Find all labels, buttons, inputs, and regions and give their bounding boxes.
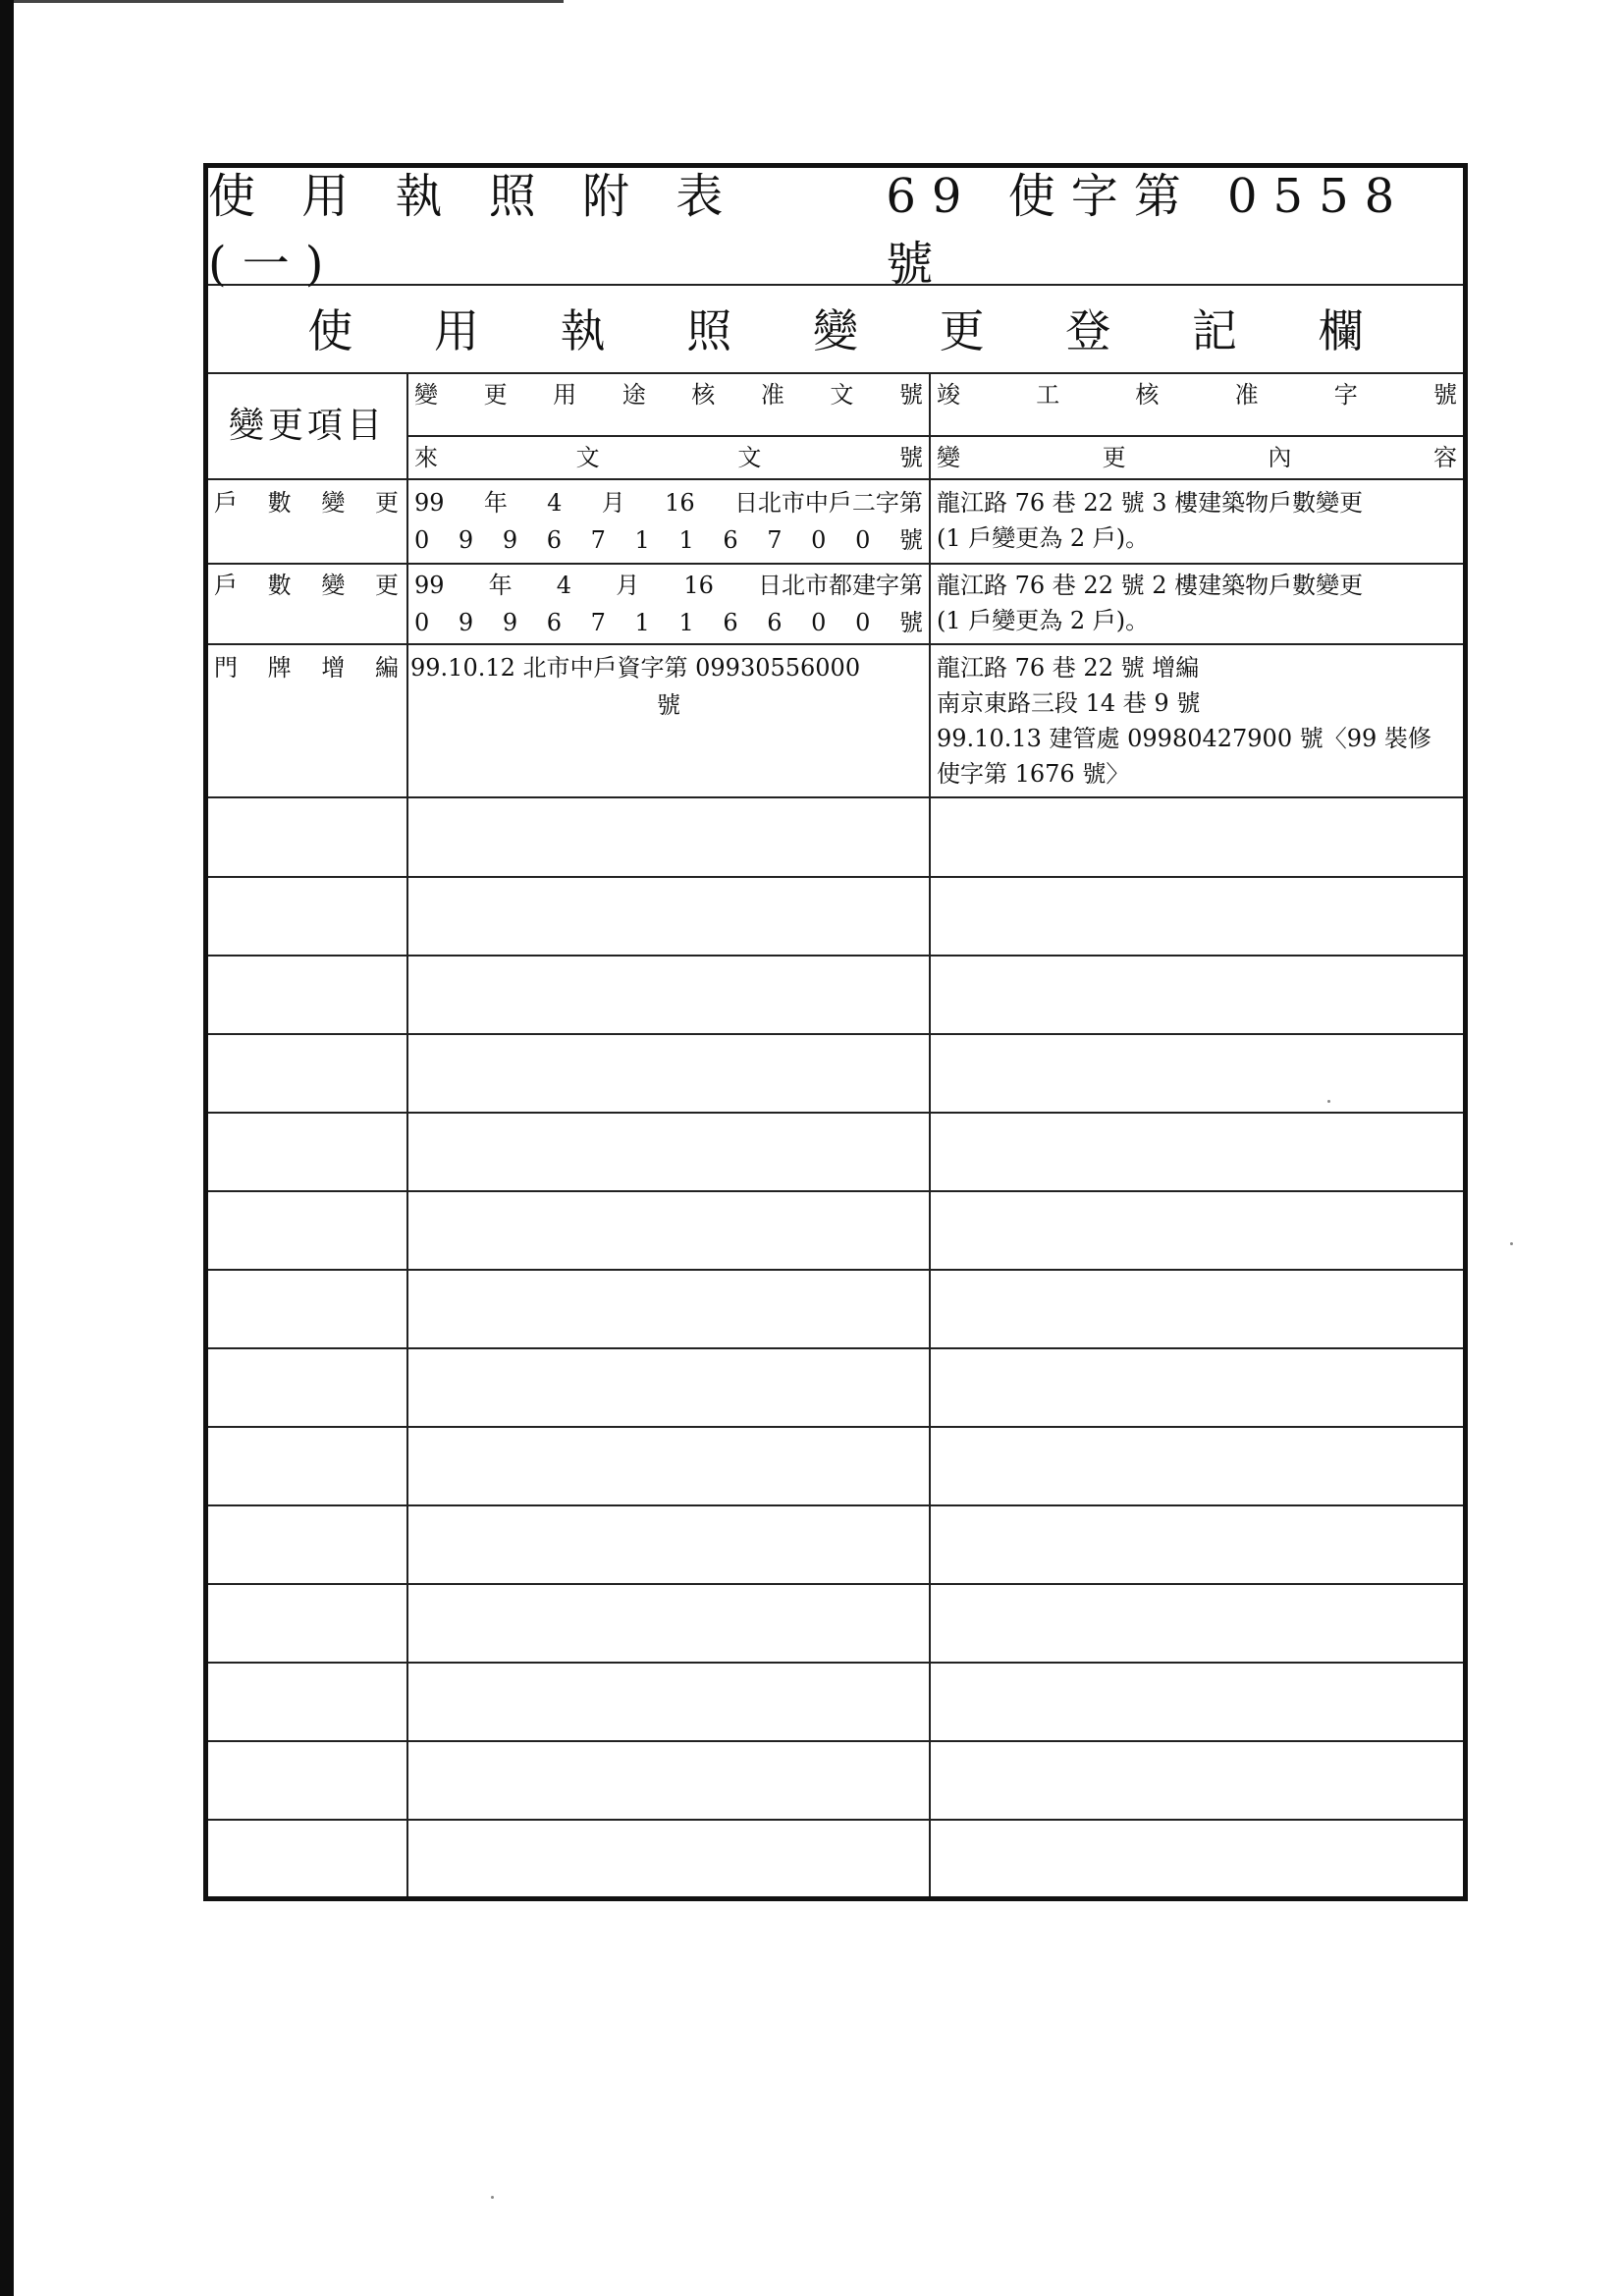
- header-char: 核: [691, 381, 716, 409]
- header-char: 容: [1432, 444, 1457, 471]
- doc-token: 月: [601, 489, 625, 517]
- row-doc-line: 99.10.12 北市中戶資字第 09930556000: [410, 654, 861, 682]
- row-doc-line: [408, 488, 929, 521]
- item-char: 戶: [214, 489, 238, 517]
- row-divider: [208, 1740, 1463, 1742]
- license-table: [203, 163, 1468, 1901]
- doc-token: 日北市都建字第: [758, 572, 923, 599]
- doc-token: 1: [634, 609, 650, 636]
- row-divider: [208, 955, 1463, 957]
- scan-speck: [491, 2196, 494, 2199]
- doc-token: 1: [678, 609, 694, 636]
- doc-token: 16: [683, 572, 714, 599]
- doc-token: 0: [414, 609, 430, 636]
- header-char: 文: [737, 444, 762, 471]
- content-line: 龍江路 76 巷 22 號 2 樓建築物戶數變更: [937, 572, 1364, 599]
- content-line: 龍江路 76 巷 22 號 3 樓建築物戶數變更: [937, 489, 1364, 517]
- doc-token: 9: [458, 609, 474, 636]
- content-line: 南京東路三段 14 巷 9 號: [937, 689, 1201, 717]
- row-content: [931, 653, 1463, 796]
- header-char: 號: [898, 381, 923, 409]
- row-doc-line: [408, 525, 929, 559]
- doc-token: 7: [590, 609, 606, 636]
- row-divider: [208, 1033, 1463, 1035]
- doc-token: 日北市中戶二字第: [733, 489, 923, 517]
- content-line: (1 戶變更為 2 戶)。: [937, 607, 1150, 634]
- header-char: 號: [898, 444, 923, 471]
- doc-token: 6: [723, 609, 738, 636]
- row-doc-line: 號: [657, 691, 680, 719]
- header-divider: [408, 435, 1463, 437]
- row-divider: [208, 1504, 1463, 1506]
- header-char: 內: [1268, 444, 1292, 471]
- doc-token: 0: [414, 526, 430, 554]
- content-line: (1 戶變更為 2 戶)。: [937, 524, 1150, 552]
- doc-token: 4: [547, 489, 563, 517]
- doc-token: 6: [767, 609, 783, 636]
- item-char: 變: [321, 489, 346, 517]
- title-prefix: 使 用 執 照 附 表 (一): [208, 169, 739, 292]
- subtitle-char: 用: [433, 304, 479, 357]
- header-char: 字: [1333, 381, 1358, 409]
- row-divider: [208, 1347, 1463, 1349]
- doc-token: 7: [767, 526, 783, 554]
- row-doc-line: [408, 571, 929, 604]
- header-char: 途: [621, 381, 646, 409]
- row-divider: [208, 643, 1463, 645]
- row-divider: [208, 1269, 1463, 1271]
- doc-token: 號: [898, 526, 923, 554]
- header-char: 變: [414, 381, 438, 409]
- doc-token: 9: [458, 526, 474, 554]
- item-char: 編: [374, 654, 399, 682]
- item-char: 數: [267, 489, 292, 517]
- subtitle-char: 記: [1191, 304, 1237, 357]
- row-divider: [208, 1583, 1463, 1585]
- item-char: 更: [374, 572, 399, 599]
- header-doc-no-bottom: [408, 443, 929, 476]
- row-content: [931, 488, 1463, 563]
- subtitle-char: 更: [939, 304, 985, 357]
- doc-token: 4: [556, 572, 572, 599]
- subtitle-char: 照: [686, 304, 732, 357]
- row-item: [208, 488, 405, 521]
- item-char: 更: [374, 489, 399, 517]
- doc-token: 99: [414, 489, 445, 517]
- content-line: 使字第 1676 號〉: [937, 760, 1130, 788]
- header-char: 准: [1234, 381, 1259, 409]
- subtitle-char: 使: [307, 304, 353, 357]
- doc-token: 月: [616, 572, 640, 599]
- doc-token: 9: [502, 609, 518, 636]
- doc-token: 6: [546, 526, 562, 554]
- doc-token: 1: [678, 526, 694, 554]
- row-item: [208, 653, 405, 686]
- header-doc-no-top: [408, 380, 929, 415]
- doc-token: 6: [546, 609, 562, 636]
- row-divider: [208, 1112, 1463, 1114]
- row-item: [208, 571, 405, 604]
- header-char: 更: [483, 381, 508, 409]
- title-number: 69 使字第 0558 號: [886, 169, 1411, 292]
- doc-token: 年: [488, 572, 513, 599]
- row-doc-line: [408, 608, 929, 641]
- section-title: [208, 284, 1463, 374]
- row-divider: [208, 1190, 1463, 1192]
- header-char: 號: [1432, 381, 1457, 409]
- doc-token: 0: [811, 526, 827, 554]
- header-char: 准: [760, 381, 784, 409]
- doc-token: 0: [855, 609, 871, 636]
- doc-token: 0: [855, 526, 871, 554]
- header-item: 變更項目: [228, 406, 386, 446]
- subtitle-char: 執: [560, 304, 606, 357]
- doc-token: 6: [723, 526, 738, 554]
- header-char: 來: [414, 444, 438, 471]
- header-char: 更: [1102, 444, 1126, 471]
- item-char: 增: [321, 654, 346, 682]
- header-char: 工: [1036, 381, 1060, 409]
- doc-token: 0: [811, 609, 827, 636]
- item-char: 數: [267, 572, 292, 599]
- document-title: [208, 168, 1463, 292]
- header-char: 文: [575, 444, 600, 471]
- subtitle-char: 欄: [1318, 304, 1364, 357]
- doc-token: 7: [590, 526, 606, 554]
- header-char: 變: [937, 444, 960, 471]
- item-char: 戶: [214, 572, 238, 599]
- item-char: 變: [321, 572, 346, 599]
- row-divider: [208, 876, 1463, 878]
- item-char: 門: [214, 654, 238, 682]
- doc-token: 號: [898, 609, 923, 636]
- content-line: 99.10.13 建管處 09980427900 號〈99 裝修: [937, 725, 1432, 752]
- header-char: 核: [1135, 381, 1160, 409]
- row-divider: [208, 478, 1463, 480]
- header-content-top: [931, 380, 1463, 415]
- header-content-bottom: [931, 443, 1463, 476]
- item-char: 牌: [267, 654, 292, 682]
- row-divider: [208, 796, 1463, 798]
- header-char: 竣: [937, 381, 960, 409]
- scan-edge: [0, 0, 14, 2296]
- doc-token: 9: [502, 526, 518, 554]
- content-line: 龍江路 76 巷 22 號 增編: [937, 654, 1200, 682]
- row-divider: [208, 1662, 1463, 1664]
- doc-token: 16: [665, 489, 695, 517]
- row-divider: [208, 1426, 1463, 1428]
- header-char: 用: [553, 381, 577, 409]
- doc-token: 1: [634, 526, 650, 554]
- row-divider: [208, 563, 1463, 565]
- doc-token: 99: [414, 572, 445, 599]
- subtitle-char: 變: [812, 304, 858, 357]
- header-char: 文: [830, 381, 854, 409]
- row-divider: [208, 1819, 1463, 1821]
- subtitle-char: 登: [1065, 304, 1111, 357]
- scan-speck: [1510, 1242, 1513, 1245]
- doc-token: 年: [483, 489, 508, 517]
- row-content: [931, 571, 1463, 643]
- scan-edge-top: [14, 0, 564, 3]
